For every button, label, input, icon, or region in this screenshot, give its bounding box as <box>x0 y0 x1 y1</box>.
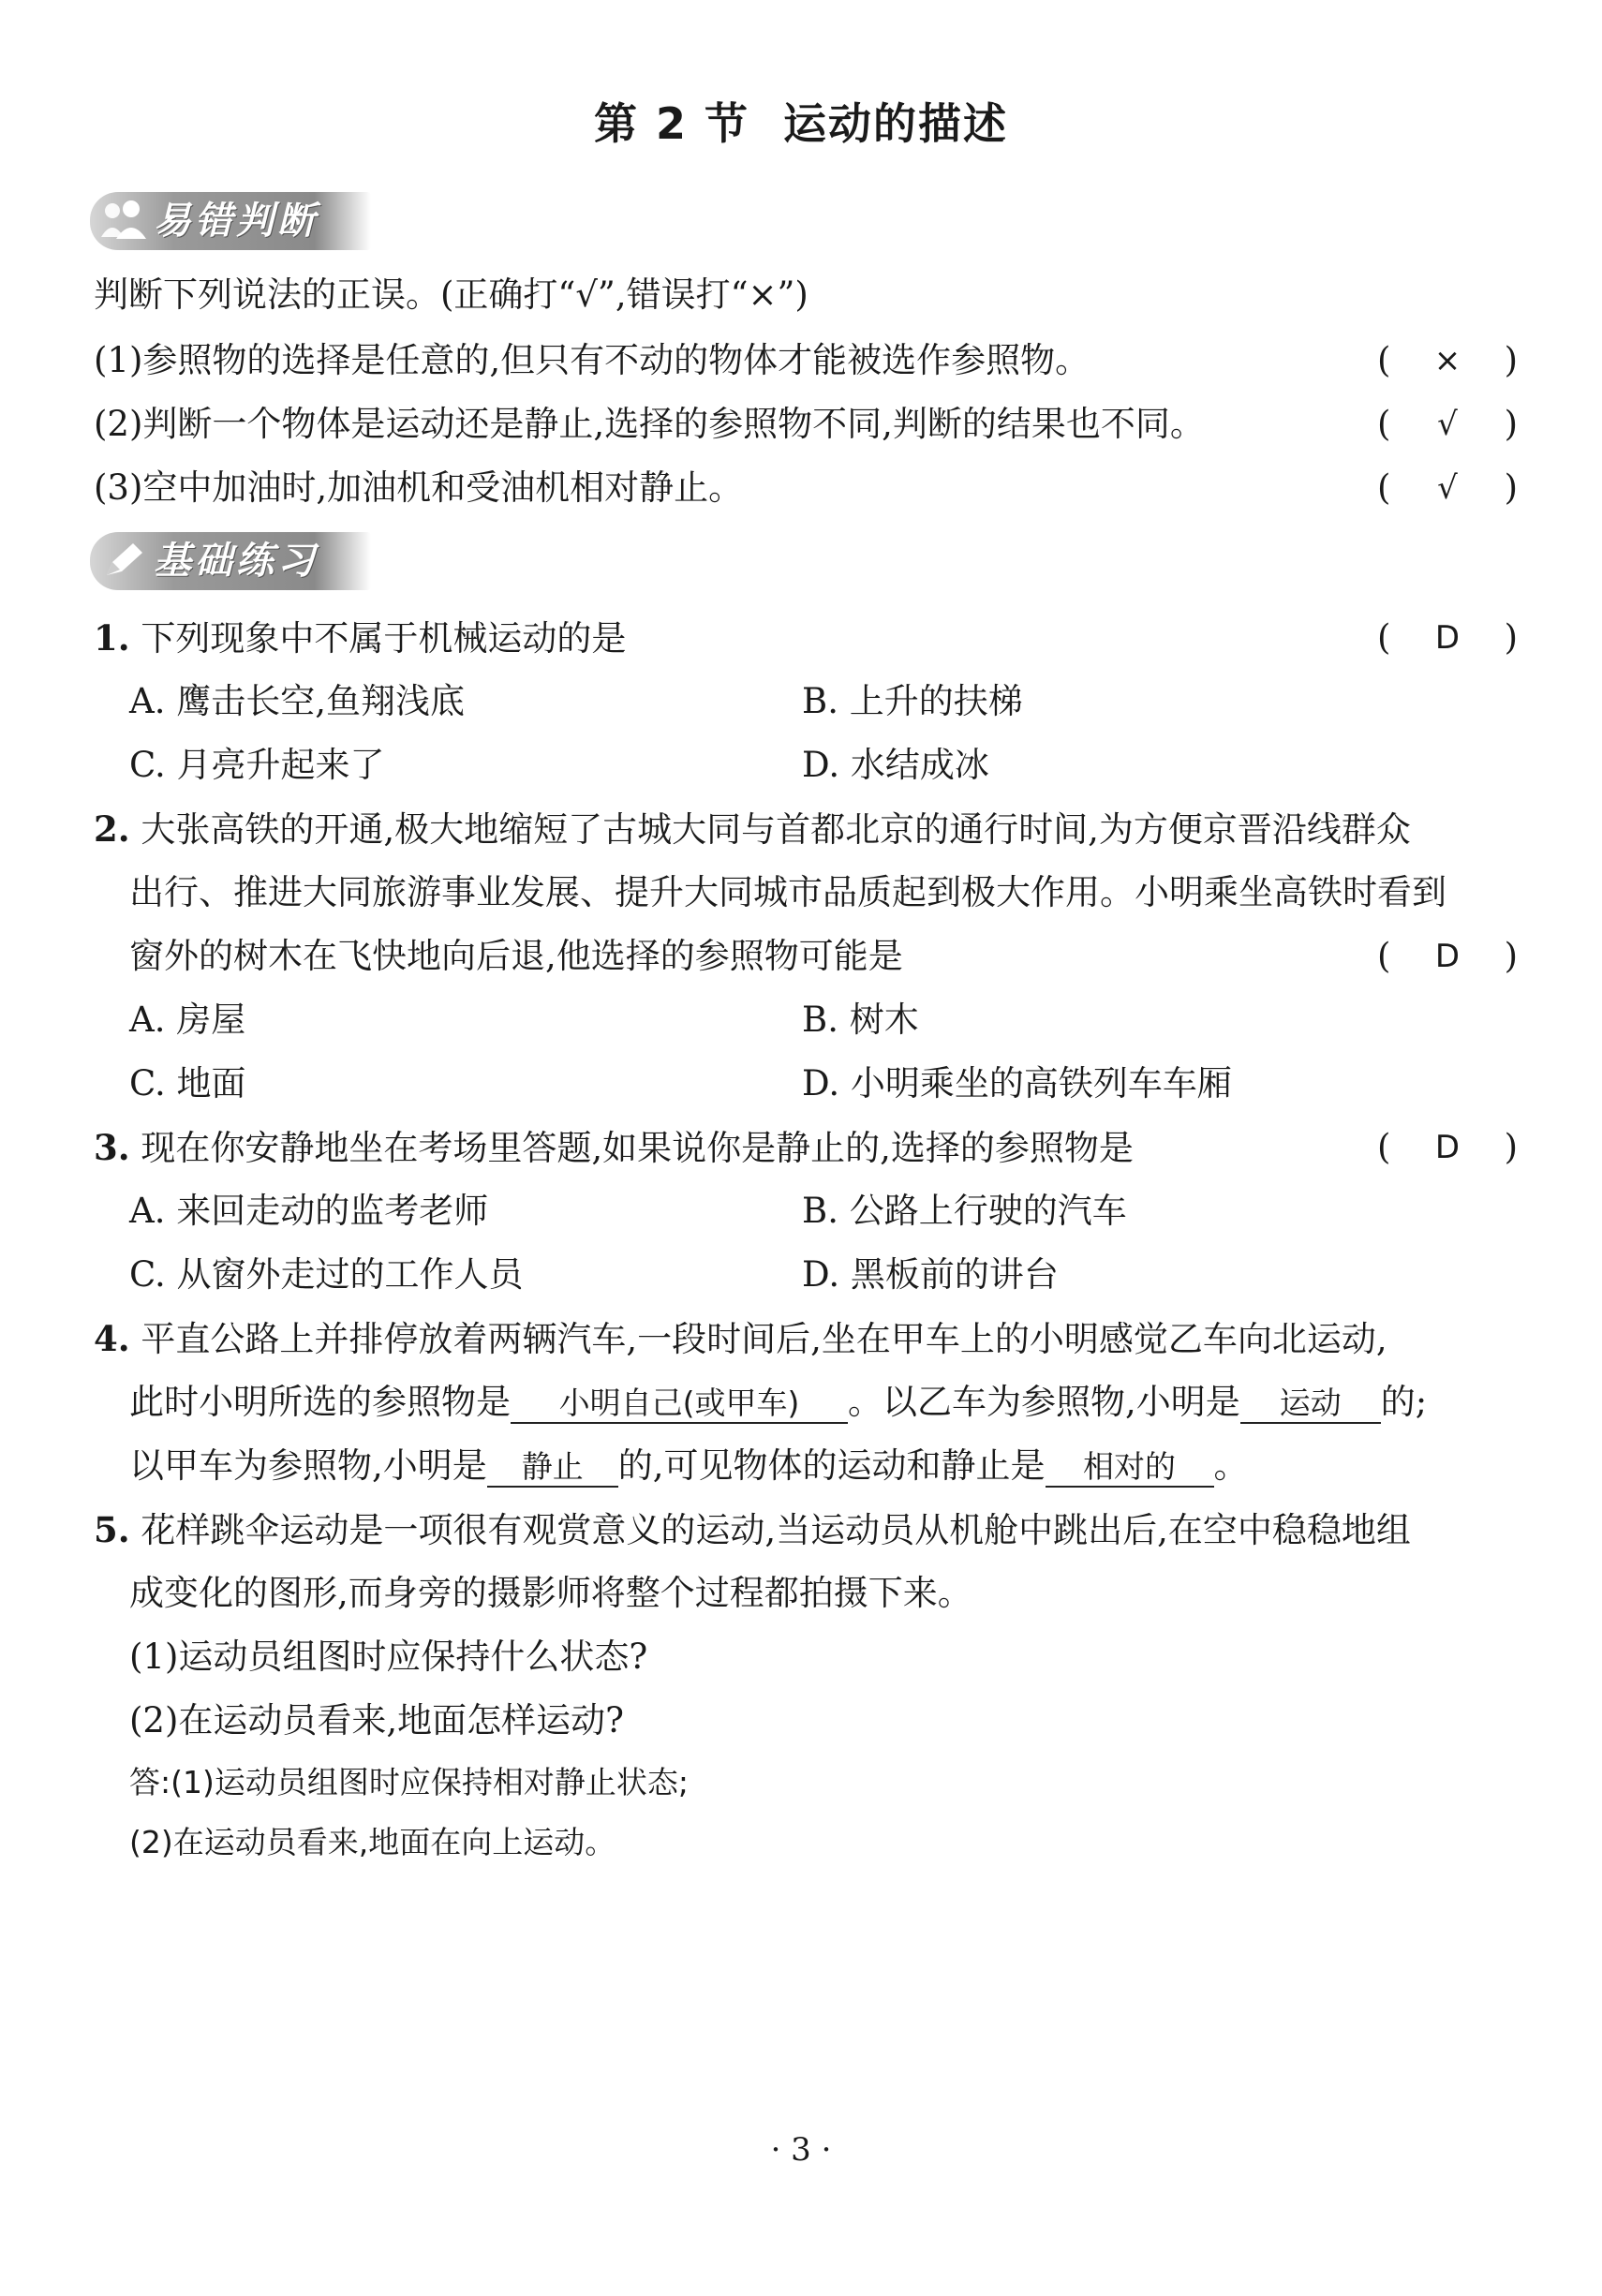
option: B. 公路上行驶的汽车 <box>802 1191 1127 1231</box>
answer-bracket: ( × ) <box>1377 337 1518 384</box>
option: B. 上升的扶梯 <box>802 681 1023 721</box>
q2-answer: D <box>1434 938 1461 975</box>
answer-bracket: ( D ) <box>1377 1124 1518 1171</box>
judge-item-3: (3)空中加油时,加油机和受油机相对静止。 <box>94 467 744 508</box>
question-3: 3. 现在你安静地坐在考场里答题,如果说你是静止的,选择的参照物是 <box>94 1127 1134 1168</box>
blank-answer-4: 相对的 <box>1046 1448 1214 1488</box>
answer-bracket: ( √ ) <box>1377 465 1518 511</box>
option: D. 小明乘坐的高铁列车车厢 <box>802 1063 1232 1104</box>
banner-label: 基础练习 <box>154 540 319 583</box>
answer-bracket: ( D ) <box>1377 615 1518 661</box>
judge-answer-2: √ <box>1437 406 1458 443</box>
option: A. 鹰击长空,鱼翔浅底 <box>129 681 466 721</box>
option: C. 地面 <box>129 1063 246 1104</box>
question-2: 2. 大张高铁的开通,极大地缩短了古城大同与首都北京的通行时间,为方便京晋沿线群众 <box>94 808 1411 850</box>
blank-answer-2: 运动 <box>1240 1385 1381 1424</box>
people-icon <box>99 200 148 241</box>
option: C. 月亮升起来了 <box>129 745 385 785</box>
banner-label: 易错判断 <box>154 200 319 243</box>
option: D. 黑板前的讲台 <box>802 1254 1059 1295</box>
answer-bracket: ( D ) <box>1377 933 1518 980</box>
question-5: 5. 花样跳伞运动是一项很有观赏意义的运动,当运动员从机舱中跳出后,在空中稳稳地组 <box>94 1509 1411 1550</box>
page-number: · 3 · <box>770 2131 832 2169</box>
handwritten-answer: 答:(1)运动员组图时应保持相对静止状态; <box>129 1764 689 1800</box>
section-name: 运动的描述 <box>783 98 1009 149</box>
judge-item-1: (1)参照物的选择是任意的,但只有不动的物体才能被选作参照物。 <box>94 340 1090 380</box>
question-5-line: 成变化的图形,而身旁的摄影师将整个过程都拍摄下来。 <box>129 1573 972 1613</box>
blank-answer-3: 静止 <box>487 1448 618 1488</box>
handwritten-answer: (2)在运动员看来,地面在向上运动。 <box>129 1824 616 1860</box>
banner-basic-practice <box>90 532 371 590</box>
sub-question: (2)在运动员看来,地面怎样运动? <box>129 1700 625 1741</box>
judge-item-2: (2)判断一个物体是运动还是静止,选择的参照物不同,判断的结果也不同。 <box>94 404 1205 444</box>
question-4-line: 此时小明所选的参照物是 小明自己(或甲车) 。以乙车为参照物,小明是 运动 的; <box>129 1382 1428 1422</box>
judge-answer-3: √ <box>1437 469 1458 507</box>
judge-instruction: 判断下列说法的正误。(正确打“√”,错误打“×”) <box>94 274 808 315</box>
pencil-icon <box>99 540 148 581</box>
question-1: 1. 下列现象中不属于机械运动的是 <box>94 617 627 659</box>
sub-question: (1)运动员组图时应保持什么状态? <box>129 1637 648 1677</box>
option: A. 房屋 <box>129 1000 246 1040</box>
section-number: 第 2 节 <box>593 98 750 149</box>
option: B. 树木 <box>802 1000 919 1040</box>
q1-answer: D <box>1434 619 1461 657</box>
question-2-line: 出行、推进大同旅游事业发展、提升大同城市品质起到极大作用。小明乘坐高铁时看到 <box>129 872 1446 912</box>
question-4-line: 以甲车为参照物,小明是 静止 的,可见物体的运动和静止是 相对的 。 <box>129 1445 1249 1486</box>
option: C. 从窗外走过的工作人员 <box>129 1254 524 1295</box>
question-2-line: 窗外的树木在飞快地向后退,他选择的参照物可能是 <box>129 936 903 976</box>
judge-answer-1: × <box>1433 342 1461 379</box>
question-4: 4. 平直公路上并排停放着两辆汽车,一段时间后,坐在甲车上的小明感觉乙车向北运动, <box>94 1318 1387 1359</box>
answer-bracket: ( √ ) <box>1377 401 1518 448</box>
blank-answer-1: 小明自己(或甲车) <box>511 1385 848 1424</box>
option: A. 来回走动的监考老师 <box>129 1191 489 1231</box>
page-title <box>0 90 1602 152</box>
banner-error-prone <box>90 192 371 250</box>
q3-answer: D <box>1434 1129 1461 1166</box>
option: D. 水结成冰 <box>802 745 989 785</box>
